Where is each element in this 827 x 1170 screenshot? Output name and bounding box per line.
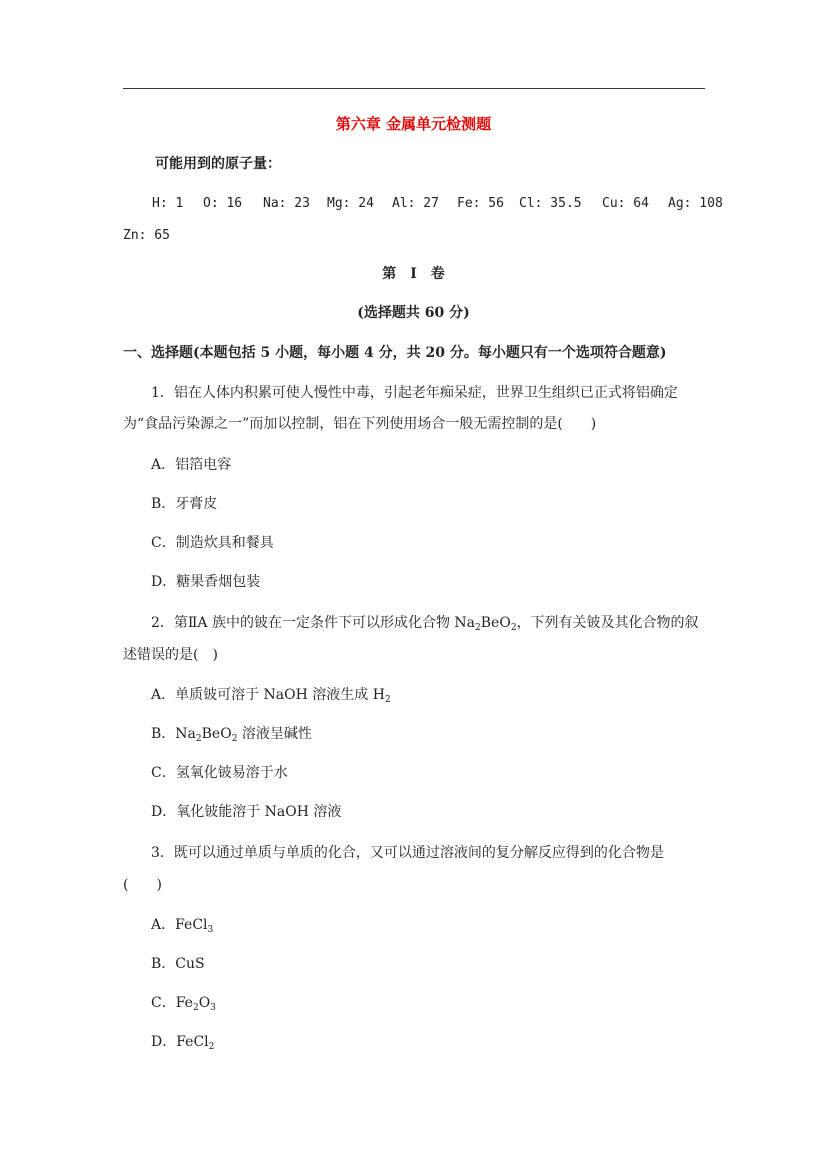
q2-option-c: C．氢氧化铍易溶于水 — [151, 765, 288, 781]
atomic-mass-cu: Cu: 64 — [602, 196, 649, 211]
q3-option-c: C．$Fe_2O_3$ — [151, 995, 216, 1013]
q1-option-c: C．制造炊具和餐具 — [151, 535, 274, 551]
q1-stem-line2: 为“食品污染源之一”而加以控制，铝在下列使用场合一般无需控制的是( ) — [123, 416, 597, 432]
q3-option-b: B．CuS — [151, 956, 205, 972]
atomic-mass-ag: Ag: 108 — [668, 196, 723, 211]
atomic-mass-mg: Mg: 24 — [327, 196, 374, 211]
atomic-mass-fe: Fe: 56 — [457, 196, 504, 211]
page-title: 第六章 金属单元检测题 — [335, 115, 492, 133]
atomic-mass-zn: Zn: 65 — [123, 228, 170, 243]
volume-heading: 第 I 卷 — [382, 266, 445, 282]
q1-stem-line1: 1．铝在人体内积累可使人慢性中毒，引起老年痴呆症，世界卫生组织已正式将铝确定 — [151, 385, 678, 401]
q2-option-d: D．氧化铍能溶于 NaOH 溶液 — [151, 804, 342, 820]
q2-stem-line2: 述错误的是( ) — [123, 647, 218, 663]
atomic-mass-h: H: 1 — [152, 196, 184, 211]
volume-subheading: (选择题共 60 分) — [357, 305, 470, 321]
section-heading: 一、选择题(本题包括 5 小题，每小题 4 分，共 20 分。每小题只有一个选项符合题意) — [123, 345, 667, 361]
q3-stem-line1: 3．既可以通过单质与单质的化合，又可以通过溶液间的复分解反应得到的化合物是 — [151, 845, 664, 861]
q1-option-d: D．糖果香烟包装 — [151, 574, 261, 590]
atomic-mass-cl: Cl: 35.5 — [519, 196, 582, 211]
atomic-mass-o: O: 16 — [203, 196, 243, 211]
q3-option-d: D．FeCl$_2$ — [151, 1034, 215, 1052]
q2-option-a: A．单质铍可溶于 NaOH 溶液生成 $H_2$ — [151, 687, 391, 705]
atomic-mass-list — [152, 194, 723, 214]
q1-option-b: B．牙膏皮 — [151, 496, 218, 512]
q1-option-a: A．铝箔电容 — [151, 457, 232, 473]
header-rule — [123, 88, 705, 89]
atomic-mass-label: 可能用到的原子量： — [155, 156, 281, 172]
q2-stem-line1: 2．第ⅡA 族中的铍在一定条件下可以形成化合物 $Na_2BeO_2$，下列有关铍及其化合物的叙 — [151, 615, 699, 633]
q2-option-b: B．$Na_2BeO_2$ 溶液呈碱性 — [151, 726, 312, 744]
q3-stem-line2: ( ) — [123, 877, 162, 893]
q3-option-a: A．FeCl$_3$ — [151, 917, 214, 935]
atomic-mass-na: Na: 23 — [263, 196, 310, 211]
atomic-mass-al: Al: 27 — [392, 196, 439, 211]
